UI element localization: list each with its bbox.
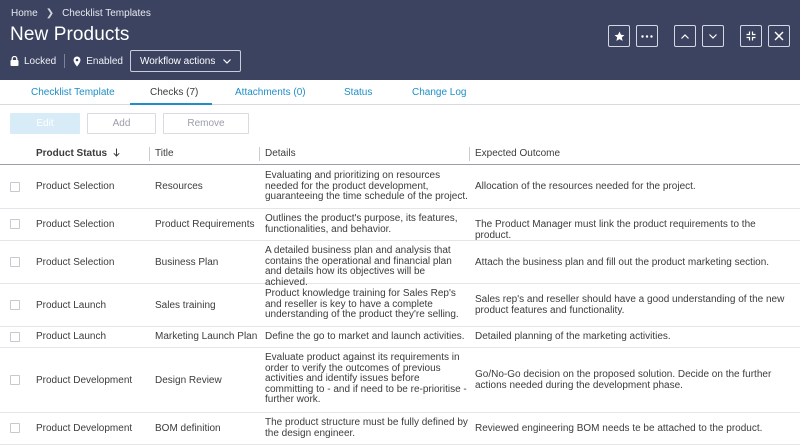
table-header <box>0 143 800 165</box>
chevron-up-icon <box>681 34 689 39</box>
cell-title: Marketing Launch Plan <box>155 331 258 342</box>
table-row[interactable] <box>0 165 800 209</box>
sort-arrow-down-icon <box>113 148 120 157</box>
cell-expected-outcome: Sales rep's and reseller should have a good understanding of the new product features and functionality. <box>475 294 785 316</box>
status-bar <box>10 50 241 72</box>
page-title: New Products <box>10 24 130 45</box>
column-header-details[interactable]: Details <box>265 148 296 159</box>
checks-table <box>0 143 800 445</box>
cell-product-status: Product Development <box>36 423 133 434</box>
breadcrumb-checklist-templates[interactable]: Checklist Templates <box>62 8 151 19</box>
row-checkbox[interactable] <box>10 182 20 192</box>
cell-title: Product Requirements <box>155 219 255 230</box>
previous-button[interactable] <box>674 25 696 47</box>
table-row[interactable] <box>0 241 800 288</box>
cell-details: Define the go to market and launch activities. <box>265 331 465 342</box>
locked-label: Locked <box>24 55 57 67</box>
tab-change-log[interactable]: Change Log <box>412 87 467 98</box>
cell-title: Design Review <box>155 375 222 386</box>
table-row[interactable] <box>0 348 800 413</box>
column-header-title[interactable]: Title <box>155 148 174 159</box>
row-checkbox[interactable] <box>10 300 20 310</box>
cell-details: Outlines the product's purpose, its features, functionalities, and behavior. <box>265 213 458 235</box>
edit-button[interactable]: Edit <box>10 113 80 134</box>
cell-title: Resources <box>155 181 203 192</box>
breadcrumb-home[interactable]: Home <box>11 8 38 19</box>
row-checkbox[interactable] <box>10 219 20 229</box>
cell-product-status: Product Selection <box>36 181 115 192</box>
table-row[interactable] <box>0 413 800 445</box>
tab-checklist-template[interactable]: Checklist Template <box>31 87 115 98</box>
cell-product-status: Product Development <box>36 375 133 386</box>
close-button[interactable] <box>768 25 790 47</box>
workflow-actions-button[interactable] <box>130 50 241 72</box>
cell-details: Evaluate product against its requirements in order to verify the outcomes of previous activities and identify issues before committing to - and if need to be re-prioritise - further work. <box>265 352 467 406</box>
favorite-button[interactable] <box>608 25 630 47</box>
tab-checks[interactable]: Checks (7) <box>150 87 199 98</box>
cell-title: Business Plan <box>155 257 219 268</box>
cell-details: Product knowledge training for Sales Rep's and reseller is key to have a complete understanding of the product they're selling. <box>265 288 459 321</box>
header-toolbar <box>608 25 790 47</box>
collapse-button[interactable] <box>740 25 762 47</box>
column-header-expected-outcome[interactable]: Expected Outcome <box>475 148 561 159</box>
more-options-button[interactable] <box>636 25 658 47</box>
more-icon <box>641 35 653 38</box>
location-pin-icon <box>73 56 81 67</box>
divider <box>64 54 65 68</box>
column-header-product-status[interactable] <box>36 148 120 159</box>
table-row[interactable] <box>0 284 800 327</box>
cell-product-status: Product Launch <box>36 300 107 311</box>
column-divider <box>259 147 260 161</box>
active-tab-indicator <box>130 103 212 105</box>
table-row[interactable] <box>0 327 800 348</box>
tab-status[interactable]: Status <box>344 87 373 98</box>
star-icon <box>614 31 625 42</box>
workflow-actions-label: Workflow actions <box>139 55 216 67</box>
cell-expected-outcome: Reviewed engineering BOM needs te be attached to the product. <box>475 423 763 434</box>
spacer <box>730 25 734 47</box>
chevron-right-icon: ❯ <box>45 8 55 19</box>
tab-attachments[interactable]: Attachments (0) <box>235 87 306 98</box>
spacer <box>664 25 668 47</box>
cell-title: Sales training <box>155 300 216 311</box>
breadcrumb <box>11 8 151 19</box>
row-checkbox[interactable] <box>10 423 20 433</box>
collapse-icon <box>746 31 756 41</box>
lock-icon <box>10 56 19 66</box>
add-button[interactable]: Add <box>87 113 156 134</box>
tab-bar <box>0 80 800 105</box>
enabled-status <box>73 56 123 67</box>
row-checkbox[interactable] <box>10 375 20 385</box>
remove-button[interactable]: Remove <box>163 113 249 134</box>
cell-expected-outcome: Allocation of the resources needed for the project. <box>475 181 696 192</box>
cell-expected-outcome: Go/No-Go decision on the proposed solution. Decide on the further actions needed during the development phase. <box>475 369 772 391</box>
header-bar <box>0 0 800 80</box>
cell-expected-outcome: Attach the business plan and fill out the product marketing section. <box>475 257 770 268</box>
cell-details: Evaluating and prioritizing on resources needed for the product development, guaranteeing the time schedule of the project. <box>265 170 468 203</box>
cell-product-status: Product Launch <box>36 331 107 342</box>
action-toolbar <box>10 113 249 134</box>
row-checkbox[interactable] <box>10 257 20 267</box>
row-checkbox[interactable] <box>10 332 20 342</box>
column-divider <box>149 147 150 161</box>
cell-details: The product structure must be fully defined by the design engineer. <box>265 417 468 439</box>
cell-title: BOM definition <box>155 423 221 434</box>
chevron-down-icon <box>223 59 231 64</box>
table-row[interactable] <box>0 209 800 241</box>
chevron-down-icon <box>709 34 717 39</box>
close-icon <box>774 31 784 41</box>
enabled-label: Enabled <box>86 55 123 67</box>
next-button[interactable] <box>702 25 724 47</box>
cell-product-status: Product Selection <box>36 219 115 230</box>
column-header-label: Product Status <box>36 148 108 159</box>
cell-product-status: Product Selection <box>36 257 115 268</box>
column-divider <box>469 147 470 161</box>
cell-expected-outcome: The Product Manager must link the product requirements to the product. <box>475 219 756 241</box>
locked-status <box>10 56 56 67</box>
cell-details: A detailed business plan and analysis that contains the operational and financial plan and details how its objectives will be achieved. <box>265 245 452 288</box>
cell-expected-outcome: Detailed planning of the marketing activities. <box>475 331 671 342</box>
